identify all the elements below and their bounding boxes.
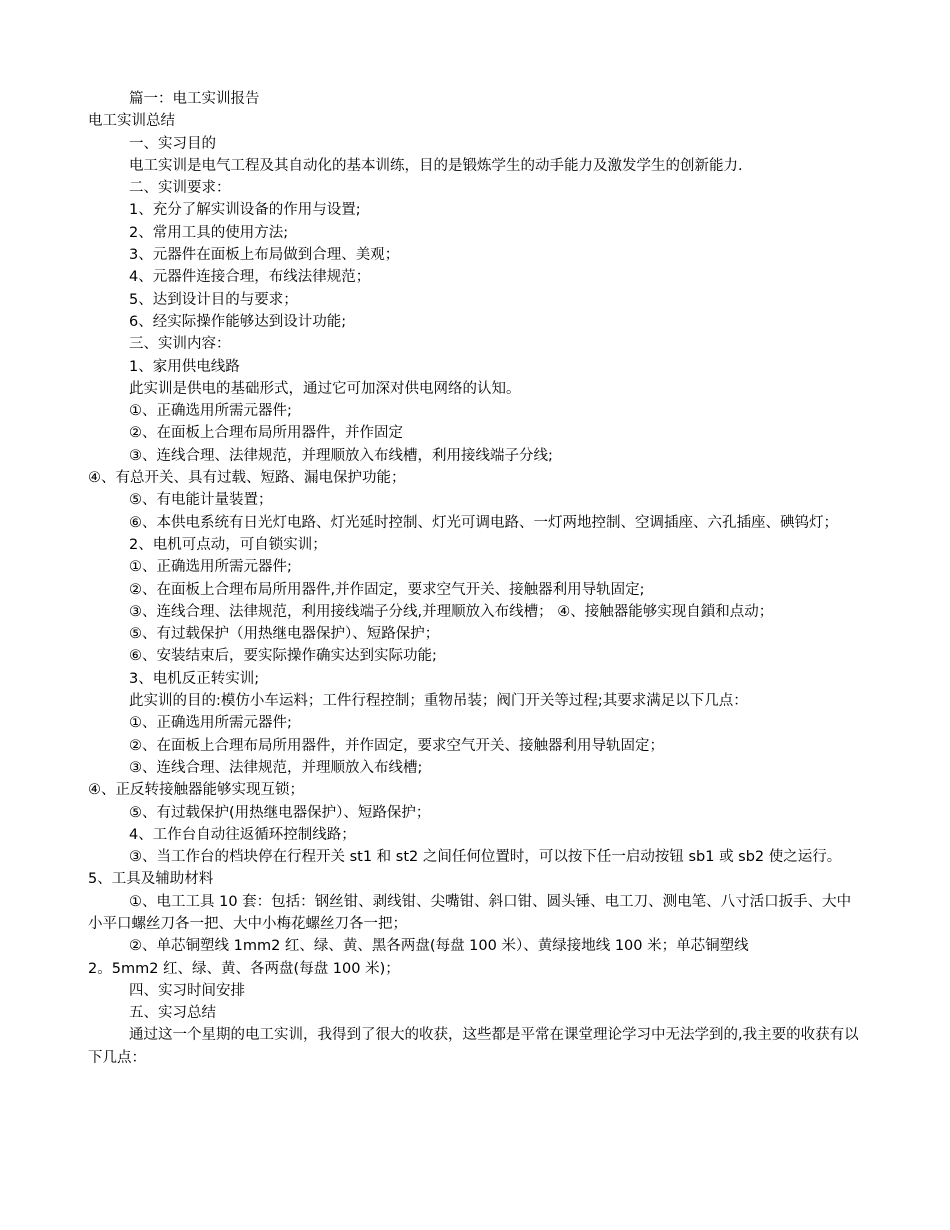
text-line: ③、连线合理、法律规范，利用接线端子分线,并理顺放入布线槽； ④、接触器能够实现自鎖和点动； — [129, 603, 774, 620]
text-line: 电工实训总结 — [88, 113, 175, 130]
text-line: 通过这一个星期的电工实训，我得到了很大的收获，这些都是平常在课堂理论学习中无法学到的,我主要的收获有以下几点： — [88, 1027, 859, 1066]
text-line: 1、家用供电线路 — [129, 358, 240, 375]
text-line: 2、电机可点动，可自锁实训； — [129, 536, 327, 553]
text-line: ②、单芯铜塑线 1mm2 红、绿、黄、黑各两盘(每盘 100 米）、黄绿接地线 100 米；单芯铜塑线 — [129, 938, 749, 955]
text-line: 四、实习时间安排 — [129, 982, 245, 999]
text-line: ①、正确选用所需元器件; — [129, 403, 292, 420]
text-line: 3、电机反正转实训; — [129, 670, 260, 687]
text-line: ⑤、有电能计量装置； — [129, 492, 273, 509]
text-line: ④、正反转接触器能够实现互锁； — [88, 782, 304, 799]
text-line: ⑤、有过载保护（用热继电器保护）、短路保护； — [129, 626, 440, 643]
text-line: ⑥、安装结束后，要实际操作确实达到实际功能; — [129, 648, 437, 665]
text-line: 篇一：电工实训报告 — [129, 91, 260, 107]
text-line: ③、当工作台的档块停在行程开关 st1 和 st2 之间任何位置时，可以按下任一启动按钮 sb1 或 sb2 使之运行。 — [129, 849, 842, 866]
text-line: ④、有总开关、具有过载、短路、漏电保护功能； — [88, 470, 406, 487]
text-line: ③、连线合理、法律规范，并理顺放入布线槽; — [129, 759, 423, 776]
text-line: 2、常用工具的使用方法; — [129, 224, 289, 241]
text-line: ①、电工工具 10 套：包括：钢丝钳、剥线钳、尖嘴钳、斜口钳、圆头锤、电工刀、测电笔、八寸活口扳手、大中小平口螺丝刀各一把、大中小梅花螺丝刀各一把； — [88, 893, 852, 932]
text-line: ①、正确选用所需元器件; — [129, 715, 292, 732]
text-line: ⑤、有过载保护(用热继电器保护）、短路保护； — [129, 804, 431, 821]
text-line: 一、实习目的 — [129, 135, 216, 152]
text-line: 4、元器件连接合理，布线法律规范； — [129, 269, 371, 286]
text-line: 5、工具及辅助材料 — [88, 871, 214, 888]
text-line: 此实训的目的:模仿小车运料；工件行程控制；重物吊装；阀门开关等过程;其要求满足以下几点： — [129, 693, 748, 710]
text-line: 6、经实际操作能够达到设计功能; — [129, 313, 347, 330]
text-line: 4、工作台自动往返循环控制线路； — [129, 826, 356, 843]
text-line: ①、正确选用所需元器件; — [129, 559, 292, 576]
text-line: ③、连线合理、法律规范，并理顺放入布线槽，利用接线端子分线; — [129, 447, 553, 464]
text-line: 3、元器件在面板上布局做到合理、美观； — [129, 247, 400, 264]
document-page — [88, 88, 863, 1069]
text-line: 电工实训是电气工程及其自动化的基本训练，目的是锻炼学生的动手能力及激发学生的创新能力. — [129, 157, 743, 174]
text-line: 此实训是供电的基础形式，通过它可加深对供电网络的认知。 — [129, 380, 521, 397]
text-line: ②、在面板上合理布局所用器件,并作固定，要求空气开关、接触器利用导轨固定; — [129, 581, 645, 598]
text-line: ②、在面板上合理布局所用器件，并作固定，要求空气开关、接触器利用导轨固定； — [129, 737, 664, 754]
text-line: 5、达到设计目的与要求； — [129, 291, 298, 308]
text-line: 五、实习总结 — [129, 1005, 216, 1022]
text-line: 三、实训内容： — [129, 336, 231, 353]
text-line: ②、在面板上合理布局所用器件，并作固定 — [129, 425, 403, 442]
text-line: 二、实训要求： — [129, 180, 231, 197]
text-line: 1、充分了解实训设备的作用与设置; — [129, 202, 361, 219]
text-line: 2。5mm2 红、绿、黄、各两盘(每盘 100 米)； — [88, 960, 400, 977]
text-line: ⑥、本供电系统有日光灯电路、灯光延时控制、灯光可调电路、一灯两地控制、空调插座、六孔插座、碘钨灯； — [129, 514, 838, 531]
